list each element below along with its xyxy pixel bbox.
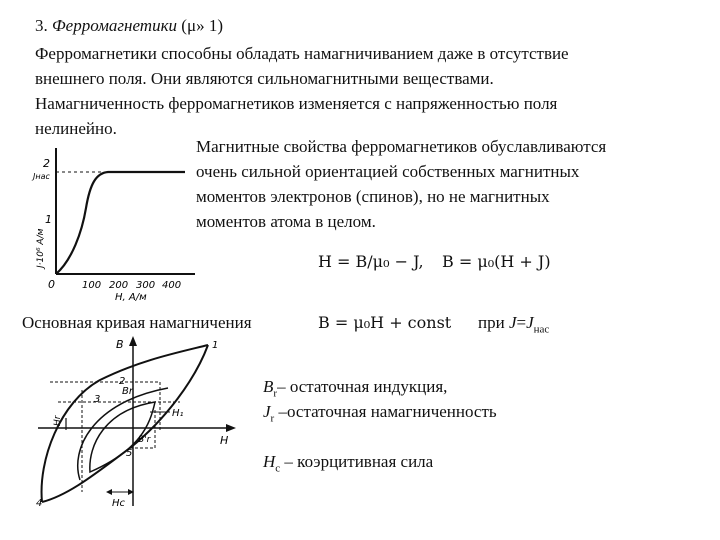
- label-h1: H₁: [172, 408, 184, 419]
- definition-jr-text: –остаточная намагниченность: [274, 402, 497, 421]
- definition-jr: [263, 399, 497, 431]
- h-formula: H = B/μ₀ − J,: [318, 252, 424, 271]
- definition-hc-symbol: H: [263, 452, 276, 471]
- section-title: Ферромагнетики: [52, 16, 178, 35]
- condition-rhs: J: [526, 313, 534, 332]
- label-point-3: 3: [94, 394, 101, 405]
- label-br-prime: B'r: [138, 435, 151, 445]
- condition-prefix: при: [478, 313, 509, 332]
- definition-br-sub: r: [273, 387, 278, 400]
- hc-arrow-left: [106, 489, 112, 495]
- definition-br-text: – остаточная индукция,: [277, 377, 448, 396]
- spin-line-4: моментов атома в целом.: [196, 212, 376, 231]
- y-tick-2: 2: [43, 157, 50, 170]
- intro-line-3: Намагниченность ферромагнетиков изменяется с напряженностью поля: [35, 94, 558, 113]
- magnetization-curve-plot: [30, 140, 200, 305]
- definition-hc-text: – коэрцитивная сила: [280, 452, 434, 471]
- spin-line-3: моментов электронов (спинов), но не магнитных: [196, 187, 550, 206]
- b-axis-arrow: [129, 336, 137, 346]
- hysteresis-loop-plot: [30, 330, 245, 510]
- label-point-2: 2: [119, 376, 126, 387]
- condition-lhs: J: [508, 313, 517, 332]
- h-axis-label: H: [220, 434, 229, 447]
- intro-line-2: внешнего поля. Они являются сильномагнитными веществами.: [35, 69, 494, 88]
- x-tick-400: 400: [162, 280, 182, 291]
- definition-jr-sub: r: [270, 412, 275, 425]
- x-tick-300: 300: [136, 280, 156, 291]
- x-axis-label: H, А/м: [115, 292, 147, 303]
- definition-hc: [263, 449, 433, 481]
- condition-rhs-sub: нас: [533, 323, 550, 336]
- curve-caption: Основная кривая намагничения: [22, 313, 252, 332]
- label-br: Br: [122, 386, 133, 397]
- spin-line-2: очень сильной ориентацией собственных магнитных: [196, 162, 580, 181]
- h-axis-arrow: [226, 424, 236, 432]
- b-formula: B = μ₀(H + J): [442, 252, 551, 271]
- spin-line-1: Магнитные свойства ферромагнетиков обуславливаются: [196, 137, 607, 156]
- b-saturation-formula: B = μ₀H + const: [318, 313, 452, 332]
- saturation-condition: [478, 310, 549, 342]
- section-heading: [35, 13, 223, 38]
- definition-br-symbol: B: [263, 377, 274, 396]
- label-point-4: 4: [36, 498, 43, 509]
- definition-hc-sub: c: [275, 462, 281, 475]
- section-number: 3.: [35, 16, 52, 35]
- label-hr: Hr: [53, 415, 63, 426]
- y-tick-1: 1: [45, 213, 52, 226]
- y-sat-label: Jнас: [33, 172, 50, 181]
- label-point-1: 1: [212, 340, 219, 351]
- magnetization-curve: [56, 172, 185, 274]
- intro-line-4: нелинейно.: [35, 119, 117, 138]
- section-condition: (μ» 1): [177, 16, 223, 35]
- label-hc: Hc: [112, 498, 126, 509]
- condition-eq: =: [516, 313, 527, 332]
- x-tick-200: 200: [109, 280, 129, 291]
- y-tick-0: 0: [48, 278, 55, 291]
- definition-jr-symbol: J: [263, 402, 271, 421]
- label-point-5: 5: [126, 448, 133, 459]
- y-axis-label: J·10⁶ А/м: [36, 228, 46, 268]
- intro-line-1: Ферромагнетики способны обладать намагничиванием даже в отсутствие: [35, 44, 569, 63]
- b-axis-label: B: [116, 338, 124, 351]
- x-tick-100: 100: [82, 280, 102, 291]
